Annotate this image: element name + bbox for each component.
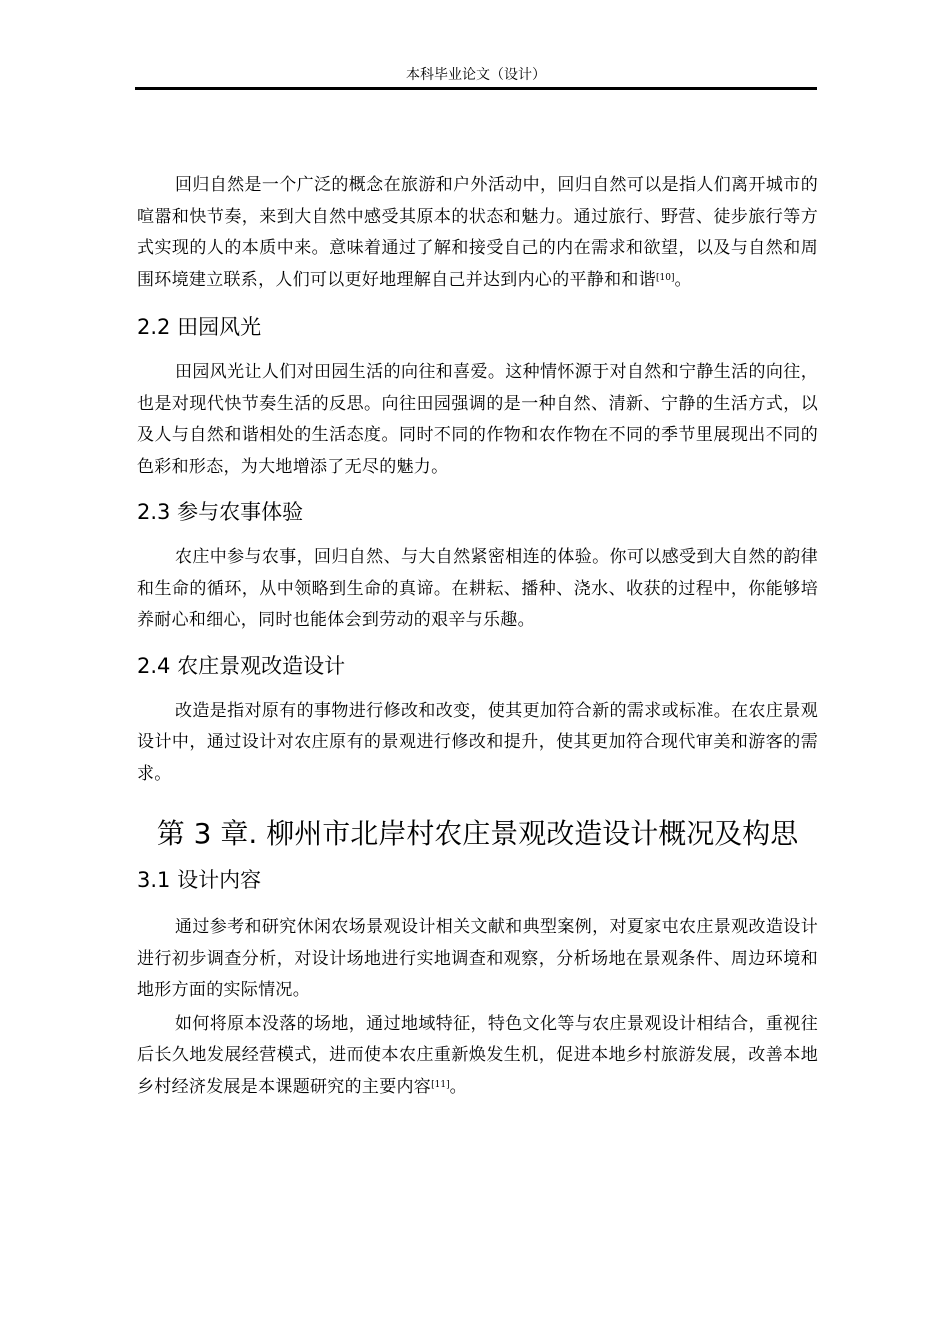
running-header: 本科毕业论文（设计） xyxy=(406,67,546,83)
section-2-4-paragraph: 改造是指对原有的事物进行修改和改变，使其更加符合新的需求或标准。在农庄景观设计中，通过设计对农庄原有的景观进行修改和提升，使其更加符合现代审美和游客的需求。 xyxy=(137,700,818,784)
section-3-1-paragraph-2-text: 如何将原本没落的场地，通过地域特征，特色文化等与农庄景观设计相结合，重视往后长久地发展经营模式，进而使本农庄重新焕发生机，促进本地乡村旅游发展，改善本地乡村经济发展是本课题研究的主要内容 xyxy=(137,1013,818,1097)
section-2-2-paragraph: 田园风光让人们对田园生活的向往和喜爱。这种情怀源于对自然和宁静生活的向往，也是对现代快节奏生活的反思。向往田园强调的是一种自然、清新、宁静的生活方式，以及人与自然和谐相处的生活态度。同时不同的作物和农作物在不同的季节里展现出不同的色彩和形态，为大地增添了无尽的魅力。 xyxy=(137,362,818,477)
section-3-1-paragraph-1: 通过参考和研究休闲农场景观设计相关文献和典型案例，对夏家屯农庄景观改造设计进行初步调查分析，对设计场地进行实地调查和观察，分析场地在景观条件、周边环境和地形方面的实际情况。 xyxy=(137,917,818,1000)
section-heading-3-1: 3.1 设计内容 xyxy=(137,868,262,892)
section-heading-2-2: 2.2 田园风光 xyxy=(137,315,262,339)
section-2-3-paragraph: 农庄中参与农事，回归自然、与大自然紧密相连的体验。你可以感受到大自然的韵律和生命的循环，从中领略到生命的真谛。在耕耘、播种、浇水、收获的过程中，你能够培养耐心和细心，同时也能体会到劳动的艰辛与乐趣。 xyxy=(137,547,818,630)
section-3-1-paragraph-2-end: 。 xyxy=(449,1076,467,1097)
chapter-3-title: 第 3 章. 柳州市北岸村农庄景观改造设计概况及构思 xyxy=(156,817,799,850)
header-rule xyxy=(135,87,817,90)
section-heading-2-3: 2.3 参与农事体验 xyxy=(137,500,304,524)
document-body xyxy=(137,170,818,1103)
intro-end: 。 xyxy=(674,269,692,290)
section-heading-2-4: 2.4 农庄景观改造设计 xyxy=(137,653,346,678)
citation-10[interactable]: [10] xyxy=(656,272,675,283)
section-3-1-paragraph-2 xyxy=(137,1009,818,1104)
intro-text: 回归自然是一个广泛的概念在旅游和户外活动中，回归自然可以是指人们离开城市的喧嚣和快节奏，来到大自然中感受其原本的状态和魅力。通过旅行、野营、徒步旅行等方式实现的人的本质中来。意味着通过了解和接受自己的内在需求和欲望，以及与自然和周围环境建立联系，人们可以更好地理解自己并达到内心的平静和和谐 xyxy=(137,175,818,290)
citation-11[interactable]: [11] xyxy=(431,1079,450,1090)
intro-paragraph xyxy=(137,170,818,296)
